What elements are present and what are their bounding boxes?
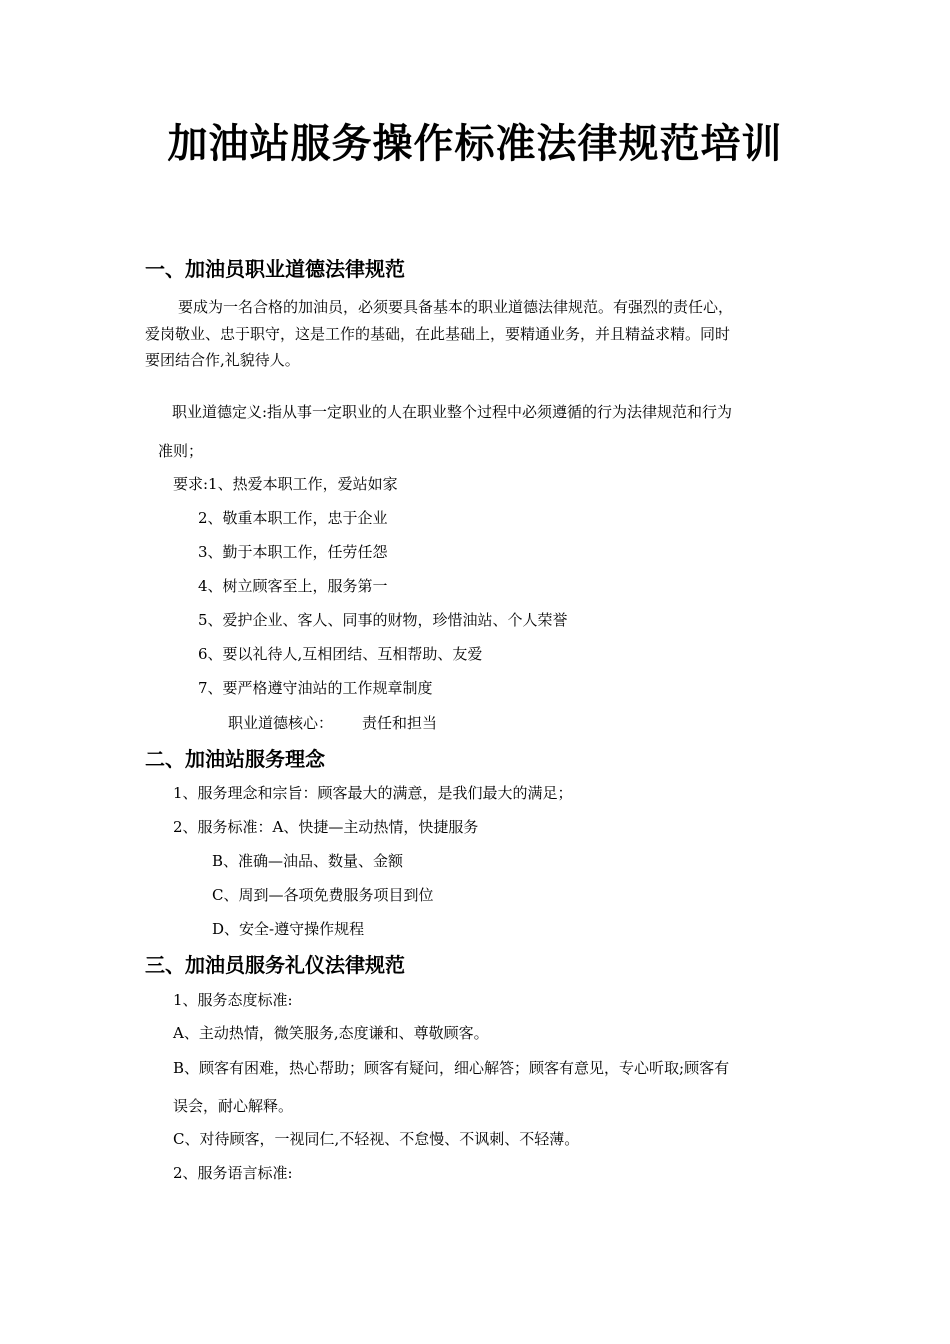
document-title: 加油站服务操作标准法律规范培训 [167,120,783,167]
etiquette-item: B、顾客有困难，热心帮助；顾客有疑问，细心解答；顾客有意见，专心听取;顾客有 [173,1059,730,1077]
etiquette-item: C、对待顾客，一视同仁,不轻视、不怠慢、不讽刺、不轻薄。 [173,1130,580,1148]
definition-line-2: 准则； [158,442,204,460]
requirement-item: 5、爱护企业、客人、同事的财物，珍惜油站、个人荣誉 [198,611,568,629]
section3-heading: 三、加油员服务礼仪法律规范 [145,953,405,977]
service-item: B、准确—油品、数量、金额 [212,852,404,870]
etiquette-item: 2、服务语言标准: [173,1164,293,1182]
requirement-item: 要求:1、热爱本职工作，爱站如家 [173,475,398,493]
section1-para-line-1: 要成为一名合格的加油员，必须要具备基本的职业道德法律规范。有强烈的责任心， [178,298,734,316]
requirement-item: 4、树立顾客至上，服务第一 [198,577,388,595]
requirement-item: 7、要严格遵守油站的工作规章制度 [198,679,433,697]
requirement-item: 6、要以礼待人,互相团结、互相帮助、友爱 [198,645,483,663]
section1-heading: 一、加油员职业道德法律规范 [145,257,405,281]
requirement-item: 3、勤于本职工作，任劳任怨 [198,543,388,561]
section1-para-line-2: 爱岗敬业、忠于职守，这是工作的基础，在此基础上，要精通业务，并且精益求精。同时 [145,325,731,343]
service-item: D、安全-遵守操作规程 [212,920,365,938]
etiquette-item: A、主动热情，微笑服务,态度谦和、尊敬顾客。 [173,1024,489,1042]
etiquette-item: 1、服务态度标准: [173,991,293,1009]
requirement-item: 2、敬重本职工作，忠于企业 [198,509,388,527]
core-label: 职业道德核心： [228,714,334,732]
section2-heading: 二、加油站服务理念 [145,747,325,771]
service-item: 1、服务理念和宗旨：顾客最大的满意，是我们最大的满足； [173,784,573,802]
section1-para-line-3: 要团结合作,礼貌待人。 [145,351,300,369]
service-item: C、周到—各项免费服务项目到位 [212,886,434,904]
core-value: 责任和担当 [362,714,438,732]
service-item: 2、服务标准：A、快捷—主动热情，快捷服务 [173,818,479,836]
definition-line-1: 职业道德定义:指从事一定职业的人在职业整个过程中必须遵循的行为法律规范和行为 [172,403,733,421]
etiquette-item: 误会，耐心解释。 [173,1097,294,1115]
